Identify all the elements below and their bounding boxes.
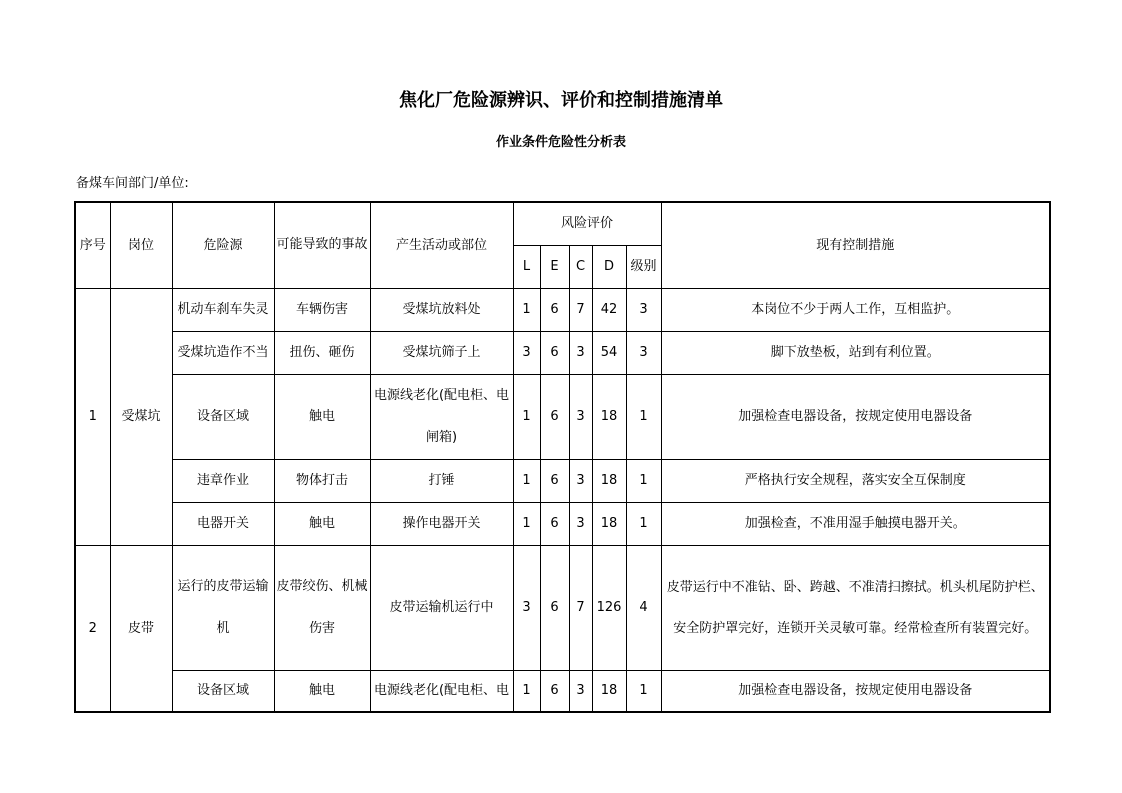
cell-C: 7 <box>569 288 592 331</box>
cell-measures: 脚下放垫板，站到有利位置。 <box>661 331 1050 374</box>
cell-level: 1 <box>626 374 661 459</box>
cell-hazard: 设备区域 <box>172 374 274 459</box>
cell-E: 6 <box>540 670 569 712</box>
header-hazard: 危险源 <box>172 202 274 288</box>
cell-C: 3 <box>569 374 592 459</box>
cell-activity: 皮带运输机运行中 <box>370 545 513 670</box>
cell-level: 1 <box>626 459 661 502</box>
cell-level: 4 <box>626 545 661 670</box>
cell-activity: 受煤坑放料处 <box>370 288 513 331</box>
cell-D: 54 <box>592 331 626 374</box>
cell-accident: 触电 <box>274 670 370 712</box>
table-row <box>75 670 1050 712</box>
cell-accident: 扭伤、砸伤 <box>274 331 370 374</box>
cell-L: 1 <box>513 288 540 331</box>
cell-C: 7 <box>569 545 592 670</box>
cell-L: 3 <box>513 331 540 374</box>
table-row <box>75 502 1050 545</box>
table-row <box>75 374 1050 459</box>
cell-accident: 物体打击 <box>274 459 370 502</box>
cell-hazard: 受煤坑造作不当 <box>172 331 274 374</box>
cell-activity: 打锤 <box>370 459 513 502</box>
header-measures: 现有控制措施 <box>661 202 1050 288</box>
cell-activity: 操作电器开关 <box>370 502 513 545</box>
header-L: L <box>513 245 540 288</box>
group-post: 受煤坑 <box>110 288 172 545</box>
cell-C: 3 <box>569 331 592 374</box>
cell-hazard: 运行的皮带运输机 <box>172 545 274 670</box>
cell-E: 6 <box>540 502 569 545</box>
cell-activity: 受煤坑筛子上 <box>370 331 513 374</box>
cell-E: 6 <box>540 459 569 502</box>
table-row <box>75 545 1050 670</box>
group-seq: 1 <box>75 288 110 545</box>
cell-E: 6 <box>540 331 569 374</box>
header-E: E <box>540 245 569 288</box>
cell-accident: 皮带绞伤、机械伤害 <box>274 545 370 670</box>
cell-accident: 车辆伤害 <box>274 288 370 331</box>
cell-level: 1 <box>626 670 661 712</box>
group-seq: 2 <box>75 545 110 712</box>
table-row <box>75 288 1050 331</box>
cell-hazard: 设备区域 <box>172 670 274 712</box>
hazard-table <box>74 201 1051 713</box>
cell-level: 3 <box>626 331 661 374</box>
cell-E: 6 <box>540 374 569 459</box>
cell-level: 3 <box>626 288 661 331</box>
cell-level: 1 <box>626 502 661 545</box>
cell-accident: 触电 <box>274 502 370 545</box>
header-level: 级别 <box>626 245 661 288</box>
header-accident: 可能导致的事故 <box>274 202 370 288</box>
cell-L: 1 <box>513 374 540 459</box>
cell-C: 3 <box>569 459 592 502</box>
cell-activity: 电源线老化(配电柜、电闸箱) <box>370 374 513 459</box>
cell-L: 1 <box>513 502 540 545</box>
cell-D: 126 <box>592 545 626 670</box>
header-activity: 产生活动或部位 <box>370 202 513 288</box>
cell-measures: 严格执行安全规程，落实安全互保制度 <box>661 459 1050 502</box>
cell-C: 3 <box>569 670 592 712</box>
cell-accident: 触电 <box>274 374 370 459</box>
table-row <box>75 459 1050 502</box>
cell-E: 6 <box>540 288 569 331</box>
cell-D: 18 <box>592 670 626 712</box>
cell-E: 6 <box>540 545 569 670</box>
cell-D: 18 <box>592 374 626 459</box>
cell-D: 18 <box>592 502 626 545</box>
header-post: 岗位 <box>110 202 172 288</box>
cell-L: 3 <box>513 545 540 670</box>
cell-D: 42 <box>592 288 626 331</box>
document-subtitle: 作业条件危险性分析表 <box>495 135 626 150</box>
group-post: 皮带 <box>110 545 172 712</box>
cell-hazard: 电器开关 <box>172 502 274 545</box>
header-risk: 风险评价 <box>513 202 661 245</box>
cell-C: 3 <box>569 502 592 545</box>
cell-measures: 皮带运行中不准钻、卧、跨越、不准清扫擦拭。机头机尾防护栏、安全防护罩完好，连锁开关灵敏可靠。经常检查所有装置完好。 <box>661 545 1050 670</box>
header-C: C <box>569 245 592 288</box>
cell-measures: 加强检查，不准用湿手触摸电器开关。 <box>661 502 1050 545</box>
cell-hazard: 机动车刹车失灵 <box>172 288 274 331</box>
cell-measures: 加强检查电器设备，按规定使用电器设备 <box>661 670 1050 712</box>
header-D: D <box>592 245 626 288</box>
cell-D: 18 <box>592 459 626 502</box>
cell-L: 1 <box>513 670 540 712</box>
cell-measures: 加强检查电器设备，按规定使用电器设备 <box>661 374 1050 459</box>
department-label: 备煤车间部门/单位: <box>76 176 189 191</box>
document-title: 焦化厂危险源辨识、评价和控制措施清单 <box>399 90 723 111</box>
cell-measures: 本岗位不少于两人工作，互相监护。 <box>661 288 1050 331</box>
header-seq: 序号 <box>75 202 110 288</box>
table-row <box>75 331 1050 374</box>
cell-activity: 电源线老化(配电柜、电 <box>370 670 513 712</box>
cell-hazard: 违章作业 <box>172 459 274 502</box>
cell-L: 1 <box>513 459 540 502</box>
